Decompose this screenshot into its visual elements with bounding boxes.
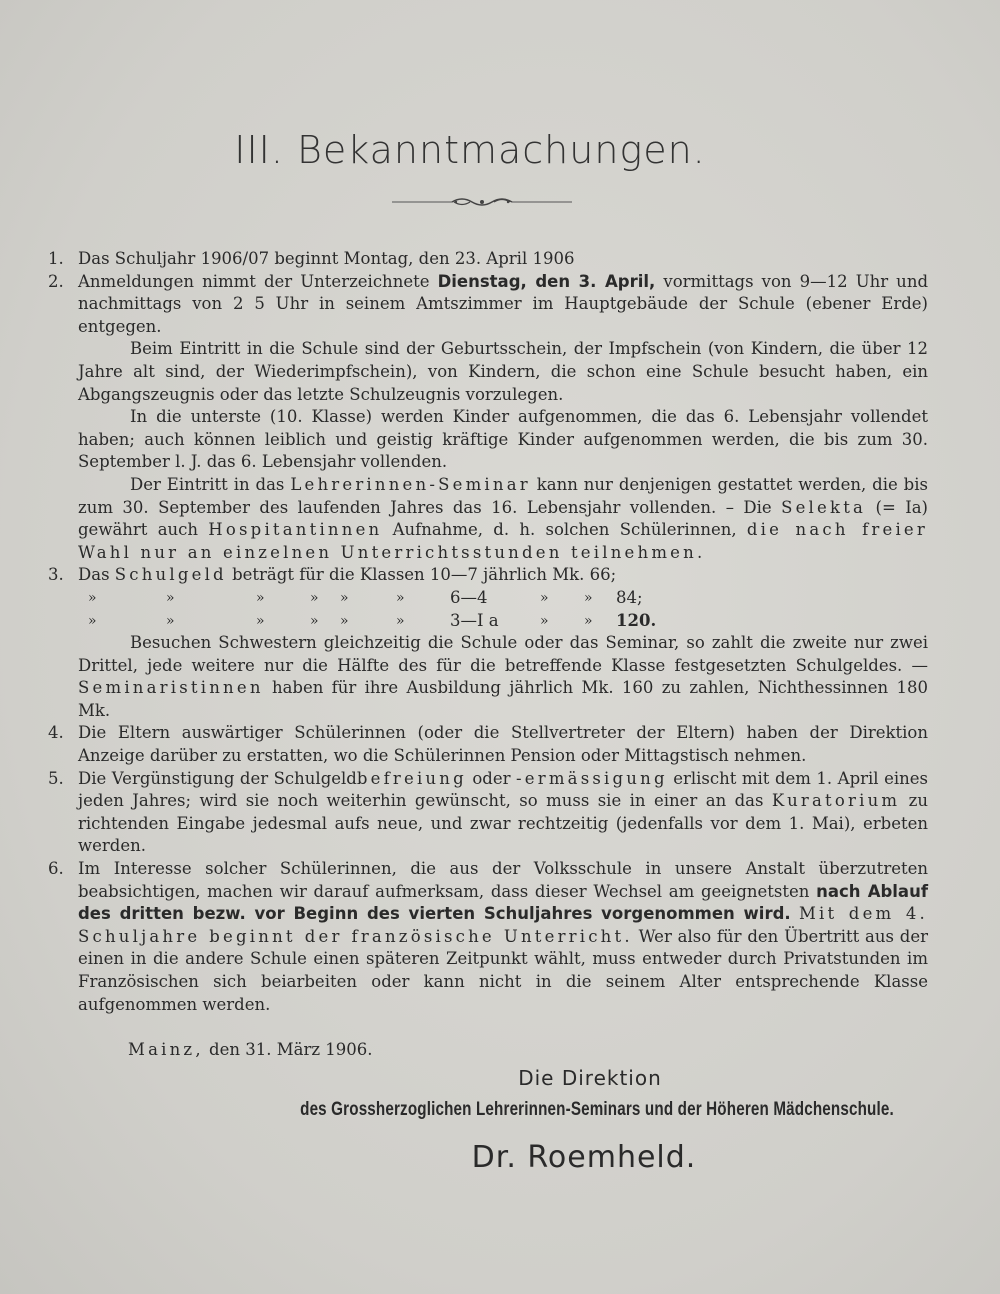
item-number: 4. xyxy=(48,723,64,743)
item-text-spaced: Schulgeld xyxy=(114,565,227,585)
paragraph-text-spaced: Selekta xyxy=(781,497,867,517)
ditto-mark: » xyxy=(540,589,549,606)
ditto-mark: » xyxy=(340,589,349,606)
item-text: Die Vergünstigung der Schulgeld xyxy=(78,768,357,788)
ditto-mark: » xyxy=(256,589,265,606)
item-text-bold: Dienstag, den 3. April, xyxy=(437,271,656,291)
list-item xyxy=(48,248,928,271)
list-item xyxy=(48,564,928,587)
paragraph-text: Besuchen Schwestern gleichzeitig die Schule oder das Seminar, so zahlt die zweite nur zwei Drittel, jede weitere nur die Hälfte des für die betreffende Klasse festgesetzten Schulgeldes. — xyxy=(78,633,928,675)
signature-institution: des Grossherzoglichen Lehrerinnen-Seminars und der Höheren Mädchenschule. xyxy=(300,1098,894,1120)
paragraph-text: haben für ihre Ausbildung jährlich Mk. 160 zu zahlen, Nichthessinnen 180 Mk. xyxy=(78,678,928,720)
announcements-body xyxy=(48,248,928,1016)
fee-classes: 6—4 xyxy=(450,587,488,607)
ditto-mark: » xyxy=(396,612,405,629)
place-date xyxy=(128,1040,373,1059)
ditto-mark: » xyxy=(540,612,549,629)
list-item xyxy=(48,768,928,858)
list-item xyxy=(48,271,928,339)
paragraph xyxy=(48,632,928,722)
item-text: erlischt mit dem 1. April eines jeden Jahres; wird sie noch weiterhin gewünscht, so muss sie in einer an das xyxy=(78,768,928,811)
item-text: oder xyxy=(466,768,516,788)
fee-row xyxy=(48,610,928,633)
ditto-mark: » xyxy=(88,589,97,606)
item-text xyxy=(791,904,799,923)
paragraph-text: kann nur denjenigen gestattet werden, die bis zum 30. September des laufenden Jahres das 16. Lebensjahr vollenden. – Die xyxy=(78,474,928,517)
item-text: Wer also für den Übertritt aus der einen in die andere Schule einen späteren Zeitpunkt wählt, muss entweder durch Privatstunden im Französischen sich beiarbeiten oder kann nicht in die seinem Alter entsprechende Klasse aufgenommen werden. xyxy=(78,926,928,1014)
item-text: Die Eltern auswärtiger Schülerinnen (oder die Stellvertreter der Eltern) haben der Direktion Anzeige darüber zu erstatten, wo die Schülerinnen Pension oder Mittagstisch nehmen. xyxy=(78,723,928,766)
item-number: 6. xyxy=(48,859,64,879)
page-title: III. Bekanntmachungen. xyxy=(234,128,706,172)
ditto-mark: » xyxy=(584,612,593,629)
list-item xyxy=(48,858,928,1016)
item-text-bold: nach Ablauf des dritten bezw. vor Beginn des vierten Schuljahres vorgenommen wird. xyxy=(78,881,928,924)
paragraph: Beim Eintritt in die Schule sind der Geburtsschein, der Impfschein (von Kindern, die über 12 Jahre alt sind, der Wiederimpfschein), von Kindern, die schon eine Schule besucht haben, ein Abgangszeugnis oder das letzte Schulzeugnis vorzulegen. xyxy=(78,339,928,404)
signature-name: Dr. Roemheld. xyxy=(471,1140,697,1175)
ditto-mark: » xyxy=(396,589,405,606)
item-text-spaced: Kuratorium xyxy=(771,791,901,811)
ditto-mark: » xyxy=(584,589,593,606)
item-number: 2. xyxy=(48,271,64,291)
ditto-mark: » xyxy=(310,612,319,629)
item-number: 1. xyxy=(48,249,64,268)
item-text: Das Schuljahr 1906/07 beginnt Montag, den 23. April 1906 xyxy=(78,249,575,268)
item-text: Im Interesse solcher Schülerinnen, die aus der Volksschule in unsere Anstalt überzutreten beabsichtigen, machen wir darauf aufmerksam, dass dieser Wechsel am geeignetsten xyxy=(78,859,928,901)
ditto-mark: » xyxy=(166,589,175,606)
list-item xyxy=(48,722,928,767)
item-number: 3. xyxy=(48,565,64,585)
ditto-mark: » xyxy=(88,612,97,629)
paragraph-text: Aufnahme, d. h. solchen Schülerinnen, xyxy=(382,520,747,540)
paragraph-text-spaced: Seminaristinnen xyxy=(78,678,264,698)
ornament-divider-icon xyxy=(392,195,572,209)
item-number: 5. xyxy=(48,768,64,788)
ditto-mark: » xyxy=(166,612,175,629)
paragraph-text: (= Ia) gewährt auch xyxy=(78,497,928,540)
ditto-mark: » xyxy=(310,589,319,606)
fee-amount: 84; xyxy=(616,587,643,607)
item-text: beträgt für die Klassen 10—7 jährlich Mk. 66; xyxy=(226,565,617,585)
item-text: Anmeldungen nimmt der Unterzeichnete xyxy=(78,271,438,291)
item-text-spaced: Mit dem 4. Schuljahre beginnt der französische Unterricht. xyxy=(78,904,928,946)
fee-amount: 120. xyxy=(616,610,657,630)
place-text: Mainz, xyxy=(128,1040,204,1059)
paragraph-text-spaced: Hospitantinnen xyxy=(208,520,383,540)
item-text: vormittags von 9—12 Uhr und nachmittags von 2 5 Uhr in seinem Amtszimmer im Hauptgebäude der Schule (ebener Erde) entgegen. xyxy=(78,271,929,336)
item-text: Das xyxy=(78,565,115,585)
item-text: zu richtenden Eingabe jedesmal aufs neue, und zwar rechtzeitig (jedenfalls vor dem 1. Mai), erbeten werden. xyxy=(78,791,928,856)
fee-classes: 3—I a xyxy=(450,610,499,630)
paragraph-text-spaced: die nach freier Wahl nur an einzelnen Unterrichtsstunden teilnehmen. xyxy=(78,520,928,562)
paragraph-text-spaced: Lehrerinnen-Seminar xyxy=(290,474,531,494)
paragraph-text: Der Eintritt in das xyxy=(130,474,291,494)
paragraph xyxy=(48,474,928,564)
fee-row xyxy=(48,587,928,610)
ditto-mark: » xyxy=(340,612,349,629)
item-text-spaced: befreiung xyxy=(356,768,467,788)
item-text-spaced: -ermässigung xyxy=(516,768,668,788)
ditto-mark: » xyxy=(256,612,265,629)
paragraph: In die unterste (10. Klasse) werden Kinder aufgenommen, die das 6. Lebensjahr vollendet haben; auch können leiblich und geistig kräftige Kinder aufgenommen werden, die bis zum 30. September l. J. das 6. Lebensjahr vollenden. xyxy=(78,407,928,472)
signature-heading: Die Direktion xyxy=(518,1066,662,1090)
date-text: den 31. März 1906. xyxy=(203,1040,373,1059)
